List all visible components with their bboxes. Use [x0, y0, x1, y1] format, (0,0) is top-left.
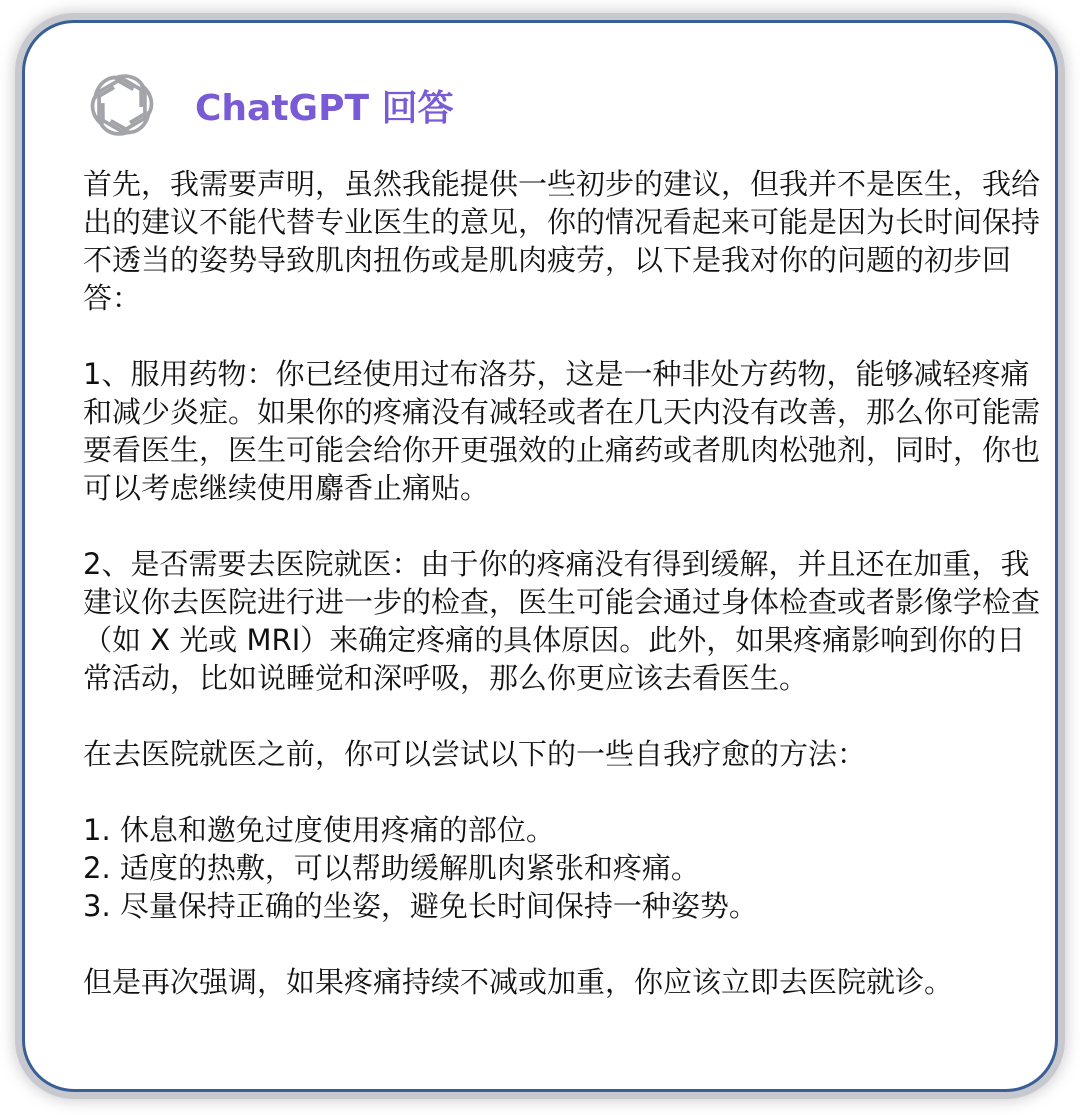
- medication-paragraph: 1、服用药物：你已经使用过布洛芬，这是一种非处方药物，能够减轻疼痛和减少炎症。如果你的疼痛没有减轻或者在几天内没有改善，那么你可能需要看医生，医生可能会给你开更强效的止痛药或者肌肉松弛剂，同时，你也可以考虑继续使用麝香止痛贴。: [83, 357, 1041, 505]
- openai-logo-icon: [85, 68, 159, 142]
- card-title: ChatGPT 回答: [195, 87, 454, 129]
- closing-paragraph: 但是再次强调，如果疼痛持续不减或加重，你应该立即去医院就诊。: [83, 965, 954, 999]
- list-item: 2. 适度的热敷，可以帮助缓解肌肉紧张和疼痛。: [83, 851, 700, 885]
- intro-paragraph: 首先，我需要声明，虽然我能提供一些初步的建议，但我并不是医生，我给出的建议不能代替专业医生的意见，你的情况看起来可能是因为长时间保持不透当的姿势导致肌肉扭伤或是肌肉疲劳，以下是我对你的问题的初步回答：: [83, 167, 1041, 315]
- response-body: [83, 165, 1043, 1001]
- list-item: 1. 休息和邀免过度使用疼痛的部位。: [83, 813, 555, 847]
- self-care-intro: 在去医院就医之前，你可以尝试以下的一些自我疗愈的方法：: [83, 737, 867, 771]
- card-header: [85, 65, 454, 145]
- list-item: 3. 尽量保持正确的坐姿，避免长时间保持一种姿势。: [83, 889, 758, 923]
- chat-response-card: [22, 20, 1058, 1092]
- hospital-paragraph: 2、是否需要去医院就医：由于你的疼痛没有得到缓解，并且还在加重，我建议你去医院进行进一步的检查，医生可能会通过身体检查或者影像学检查（如 X 光或 MRI）来确定疼痛的具体原因。此外，如果疼痛影响到你的日常活动，比如说睡觉和深呼吸，那么你更应该去看医生。: [83, 547, 1041, 695]
